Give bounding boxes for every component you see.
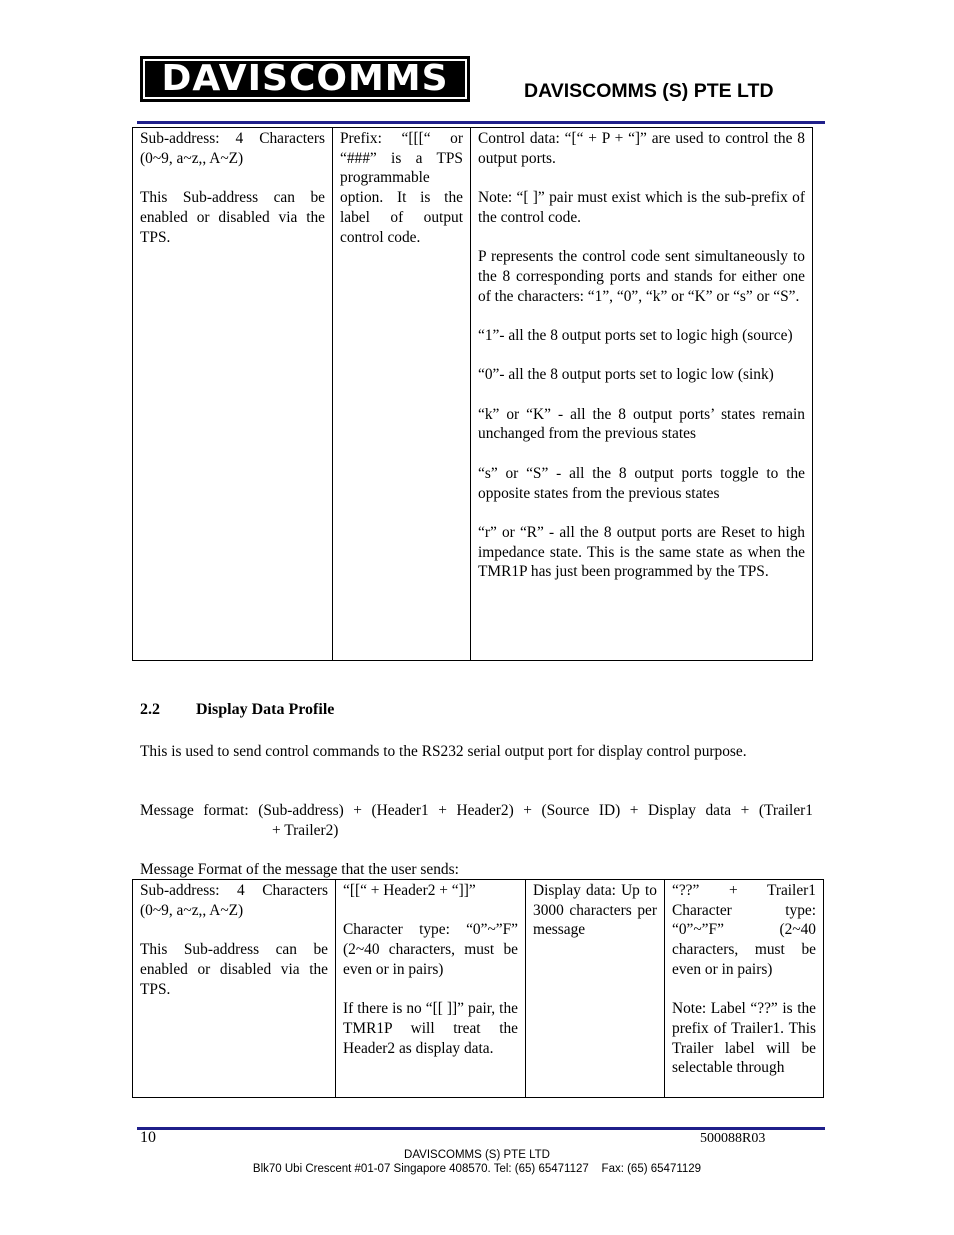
cell-text: Sub-address: 4 Characters (0~9, a~z,, A~Z) (140, 130, 325, 167)
section-heading (140, 701, 334, 719)
logo-text: DAVISCOMMS (161, 58, 449, 99)
cell-text: “[[“ + Header2 + “]]” (343, 882, 476, 899)
control-code-table (132, 127, 813, 661)
cell-text: Control data: “[“ + P + “]” are used to control the 8 output ports. (478, 130, 805, 167)
footer-address: Blk70 Ubi Crescent #01-07 Singapore 408570. Tel: (65) 65471127 Fax: (65) 65471129 (252, 1163, 702, 1175)
cell-text: “k” or “K” - all the 8 output ports’ states remain unchanged from the previous states (478, 405, 805, 443)
section-number: 2.2 (140, 701, 160, 718)
cell-text: Prefix: “[[[“ or “###” is a TPS programmable option. It is the label of output control code. (340, 130, 463, 246)
cell-text: “1”- all the 8 output ports set to logic high (source) (478, 326, 793, 344)
table-cell-prefix (333, 128, 471, 661)
message-format-line2: + Trailer2) (272, 822, 339, 839)
table-caption: Message Format of the message that the user sends: (140, 861, 459, 878)
company-logo (140, 56, 470, 102)
section-title: Display Data Profile (196, 701, 335, 718)
table-cell-display-data (526, 880, 665, 1098)
table-cell-sub-address (133, 880, 336, 1098)
cell-text: “r” or “R” - all the 8 output ports are Reset to high impedance state. This is the same state as when the TMR1P has just been programmed by the TPS. (478, 523, 805, 581)
cell-text: Sub-address: 4 Characters (0~9, a~z,, A~Z) (140, 882, 328, 919)
cell-text: “??” + Trailer1 Character type: “0”~”F” (2~40 characters, must be even or in pairs) (672, 882, 816, 978)
cell-text: “s” or “S” - all the 8 output ports toggle to the opposite states from the previous states (478, 464, 805, 502)
section-intro: This is used to send control commands to the RS232 serial output port for display control purpose. (140, 743, 747, 760)
table-row (133, 880, 824, 1098)
footer-company-name: DAVISCOMMS (S) PTE LTD (404, 1149, 550, 1161)
cell-text: “0”- all the 8 output ports set to logic low (sink) (478, 366, 774, 384)
page-number: 10 (140, 1129, 156, 1146)
header-rule (137, 121, 825, 124)
table-row (133, 128, 813, 661)
cell-text: Character type: “0”~”F” (2~40 characters, must be even or in pairs) (343, 921, 518, 978)
footer-rule (137, 1127, 825, 1130)
table-cell-header2 (336, 880, 526, 1098)
cell-text: If there is no “[[ ]]” pair, the TMR1P will treat the Header2 as display data. (343, 1000, 518, 1057)
table-cell-trailer1 (665, 880, 824, 1098)
table-cell-control-data (471, 128, 813, 661)
cell-text: Note: “[ ]” pair must exist which is the sub-prefix of the control code. (478, 189, 805, 226)
cell-text: This Sub-address can be enabled or disabled via the TPS. (140, 941, 328, 998)
logo-frame (143, 59, 467, 99)
table-cell-sub-address (133, 128, 333, 661)
message-format-line1: Message format: (Sub-address) + (Header1 + Header2) + (Source ID) + Display data + (Trailer1 (140, 802, 813, 819)
document-number: 500088R03 (700, 1131, 766, 1146)
cell-text: Note: Label “??” is the prefix of Trailer1. This Trailer label will be selectable through (672, 1000, 816, 1077)
cell-text: P represents the control code sent simultaneously to the 8 corresponding ports and stands for either one of the characters: “1”, “0”, “k” or “K” or “s” or “S”. (478, 248, 805, 305)
message-format-table (132, 879, 824, 1098)
cell-text: Display data: Up to 3000 characters per message (533, 882, 657, 939)
header-company-name: DAVISCOMMS (S) PTE LTD (524, 80, 774, 102)
cell-text: This Sub-address can be enabled or disabled via the TPS. (140, 189, 325, 246)
